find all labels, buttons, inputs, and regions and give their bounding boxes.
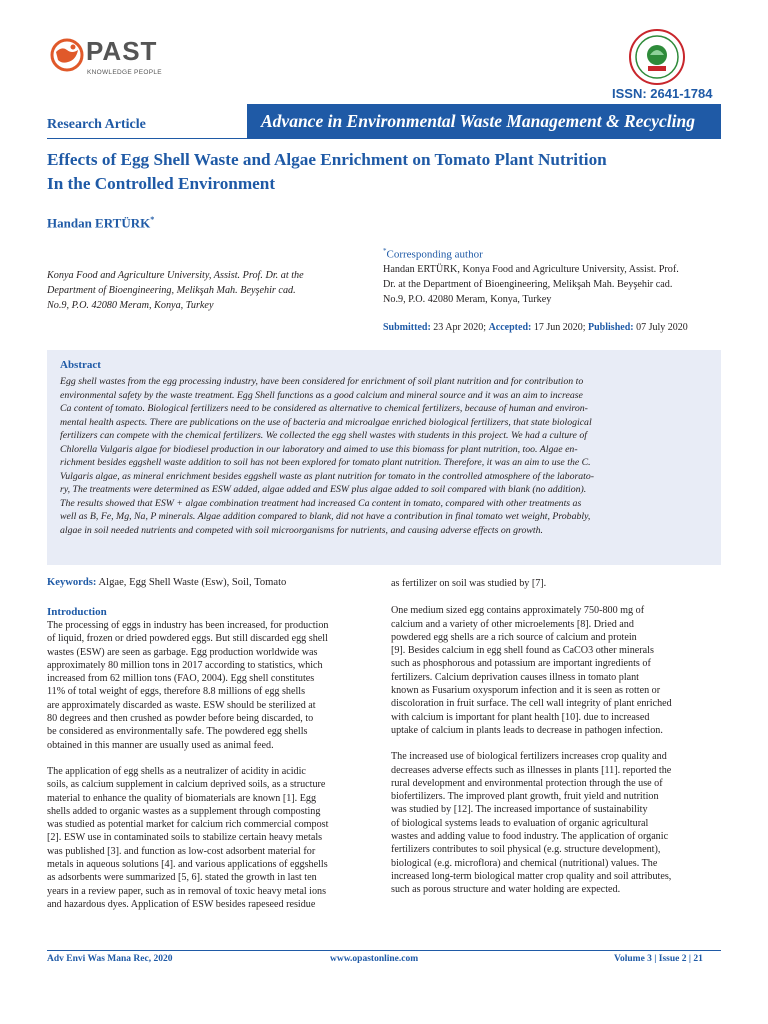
text-line: increased long-term biological matter crop quality and soil attributes, <box>391 870 672 882</box>
text-line: obtained in this manner are usually used as animal feed. <box>47 739 274 751</box>
accepted-date: 17 Jun 2020; <box>533 322 586 333</box>
text-line: uptake of calcium in plants leads to decrease in pathogen infection. <box>391 724 663 736</box>
globe-icon <box>50 38 84 72</box>
title-line-2: In the Controlled Environment <box>47 174 276 193</box>
submitted-date: 23 Apr 2020; <box>433 322 487 333</box>
affiliation-line: No.9, P.O. 42080 Meram, Konya, Turkey <box>47 300 214 311</box>
text-line: metals in aqueous solutions [4]. and various applications of eggshells <box>47 859 328 871</box>
text-line: as adsorbents were summarized [5, 6]. stated the growth in last ten <box>47 872 317 884</box>
published-date: 07 July 2020 <box>636 322 688 333</box>
author-name: Handan ERTÜRK* <box>47 215 155 231</box>
corresponding-mark: * <box>383 247 387 255</box>
text-line: was published [3]. and function as low-cost adsorbent material for <box>47 845 316 857</box>
text-line: [9]. Besides calcium in egg shell found as CaCO3 other minerals <box>391 645 654 657</box>
abstract-line: Ca content of tomato. Biological fertilizers need to be considered as alternative to chemical fertilizers, because of human and environ- <box>60 403 588 414</box>
abstract-box <box>47 350 721 565</box>
text-line: fertilizers. Calcium deprivation causes illness in tomato plant <box>391 671 639 683</box>
abstract-line: Egg shell wastes from the egg processing industry, have been considered for enrichment of soil plant nutrition and for contribution to <box>60 376 584 387</box>
paragraph <box>47 619 377 752</box>
text-line: wastes and adding value to food industry. The application of organic <box>391 831 669 843</box>
text-line: shells added to organic wastes as a supplement through composting <box>47 805 321 817</box>
text-line: and hazardous dyes. Application of ESW besides rapeseed residue <box>47 898 316 910</box>
left-column <box>47 619 377 911</box>
abstract-line: algae in soil needed nutrients and competed with soil microorganisms for nutrients, and causing adverse effects on growth. <box>60 524 543 536</box>
journal-title: Advance in Environmental Waste Management & Recycling <box>261 111 695 131</box>
text-line: biological (e.g. microflora) and chemical (nutritional) values. The <box>391 857 658 869</box>
keywords-text: Algae, Egg Shell Waste (Esw), Soil, Tomato <box>98 577 287 588</box>
footer-website-link[interactable]: www.opastonline.com <box>330 954 419 964</box>
article-dates <box>383 322 688 333</box>
text-line: was studied as potential market for calcium rich commercial compost <box>47 819 329 831</box>
text-line: decreases adverse effects such as illnesses in plants [11]. reported the <box>391 764 672 776</box>
text-line: biofertilizers. The improved plant growth, fruit yield and nutrition <box>391 791 659 803</box>
corresponding-line: Handan ERTÜRK, Konya Food and Agriculture University, Assist. Prof. <box>383 264 679 275</box>
corresponding-line: No.9, P.O. 42080 Meram, Konya, Turkey <box>383 294 552 305</box>
article-title <box>47 148 727 196</box>
corresponding-line: Dr. at the Department of Bioengineering, Melikşah Mah. Beyşehir cad. <box>383 279 673 290</box>
accepted-label: Accepted: <box>488 322 532 333</box>
abstract-line: environmental safety by the waste treatment. Egg Shell functions as a good calcium and mineral source and it was an aim to increase <box>60 389 583 401</box>
logo-wordmark: PAST <box>86 36 158 66</box>
text-line: [2]. ESW use in contaminated soils to stabilize certain heavy metals <box>47 832 323 844</box>
text-line: such as phosphorous and potassium are important ingredients of <box>391 658 651 670</box>
keywords-label: Keywords: <box>47 577 97 588</box>
affiliation-line: Konya Food and Agriculture University, Assist. Prof. Dr. at the <box>47 270 304 281</box>
abstract-line: The results showed that ESW + algae combination treatment had increased Ca content in tomato, compared with other treatments as <box>60 497 582 509</box>
text-line: wastes (ESW) are seen as garbage. Egg production worldwide was <box>47 646 318 658</box>
text-line: are approximately discarded as waste. ESW should be sterilized at <box>47 699 316 711</box>
text-line: increased from 62 million tons (FAO, 2004). Egg shell constitutes <box>47 673 315 685</box>
text-line: of biological systems leads to evaluation of organic agricultural <box>391 817 649 829</box>
footer-journal-abbrev: Adv Envi Was Mana Rec, 2020 <box>47 954 173 964</box>
submitted-label: Submitted: <box>383 322 431 333</box>
text-line: The increased use of biological fertilizers increases crop quality and <box>391 751 667 763</box>
text-line: 11% of total weight of eggs, therefore 8.8 millions of egg shells <box>47 686 306 698</box>
text-line: as fertilizer on soil was studied by [7]. <box>391 578 547 589</box>
text-line: rural development and environmental protection through the use of <box>391 777 663 789</box>
article-type: Research Article <box>47 117 146 132</box>
introduction-heading: Introduction <box>47 606 107 618</box>
logo-tagline: KNOWLEDGE PEOPLE <box>87 69 162 76</box>
right-column <box>391 577 723 897</box>
keywords <box>47 577 286 588</box>
title-line-1: Effects of Egg Shell Waste and Algae Enrichment on Tomato Plant Nutrition <box>47 150 607 169</box>
text-line: material to enhance the quality of biomaterials are known [1]. Egg <box>47 792 317 804</box>
publisher-logo[interactable] <box>50 36 170 80</box>
text-line: be considered as environmentally safe. The powdered egg shells <box>47 726 308 738</box>
corresponding-author-label: *Corresponding author <box>383 247 483 261</box>
footer-volume-info: Volume 3 | Issue 2 | 21 <box>614 954 703 964</box>
abstract-line: Vulgaris algae, as mineral enrichment besides eggshell waste as plant nutrition for tomato in the controlled atmosphere of the laborato- <box>60 470 595 482</box>
text-line: One medium sized egg contains approximately 750-800 mg of <box>391 605 645 617</box>
journal-seal <box>628 28 686 86</box>
abstract-line: Chlorella Vulgaris algae for biodiesel production in our laboratory and aimed to use this biomass for plant nutrition, too. Algae en- <box>60 443 578 455</box>
paragraph <box>391 577 723 590</box>
header-rule <box>47 138 721 139</box>
text-line: discoloration in fruit surface. The cell wall integrity of plant enriched <box>391 698 672 710</box>
abstract-line: mental health aspects. There are publications on the use of bacteria and microalgae enriched biological fertilizers, that state biological <box>60 416 592 428</box>
text-line: soils, as calcium supplement in calcium deprived soils, as a structure <box>47 779 326 791</box>
abstract-line: well as B, Fe, Mg, Na, P minerals. Algae addition compared to blank, did not have a contribution in final tomato wet weight, Probably, <box>60 511 591 522</box>
paragraph <box>391 604 723 737</box>
abstract-body <box>60 375 710 537</box>
text-line: years in a review paper, such as in removal of toxic heavy metal ions <box>47 885 327 897</box>
abstract-line: richment besides eggshell waste addition to soil has not been explored for tomato plant nutrition. Therefore, it was an aim to use the C. <box>60 457 591 468</box>
text-line: approximately 80 million tons in 2017 according to statistics, which <box>47 659 323 671</box>
abstract-line: fertilizers can compete with the chemical fertilizers. We collected the egg shell wastes with students in this project. We had a culture of <box>60 430 587 441</box>
abstract-title: Abstract <box>60 359 101 371</box>
text-line: such as porous structure and water holding are expected. <box>391 884 621 896</box>
text-line: The processing of eggs in industry has been increased, for production <box>47 620 329 631</box>
corresponding-author-address <box>383 262 723 307</box>
text-line: known as Fusarium oxysporum infection and it is seen as rotten or <box>391 685 661 697</box>
seal-icon <box>628 28 686 86</box>
text-line: calcium and a variety of other microelements [8]. Dried and <box>391 618 634 630</box>
text-line: 80 degrees and then crushed as powder before being discarded, to <box>47 713 314 725</box>
author-mark: * <box>150 215 155 224</box>
paragraph <box>391 750 723 896</box>
journal-banner <box>247 104 721 138</box>
text-line: powdered egg shells are a rich source of calcium and protein <box>391 631 637 643</box>
affiliation-line: Department of Bioengineering, Melikşah Mah. Beyşehir cad. <box>47 285 296 296</box>
abstract-line: ry, The treatments were determined as ESW added, algae added and ESW plus algae added to soil compared with blank (no addition). <box>60 484 587 495</box>
text-line: was studied by [12]. The increased importance of sustainability <box>391 804 648 816</box>
issn: ISSN: 2641-1784 <box>612 86 713 101</box>
text-line: with calcium is important for plant health [10]. due to increased <box>391 711 650 723</box>
text-line: of liquid, frozen or dried powdered eggs. But still discarded egg shell <box>47 633 328 645</box>
footer-rule <box>47 950 721 951</box>
author-affiliation <box>47 268 367 313</box>
text-line: The application of egg shells as a neutralizer of acidity in acidic <box>47 765 306 777</box>
published-label: Published: <box>588 322 634 333</box>
paragraph <box>47 765 377 911</box>
text-line: fertilizers contributes to soil physical (e.g. structure development), <box>391 844 661 856</box>
